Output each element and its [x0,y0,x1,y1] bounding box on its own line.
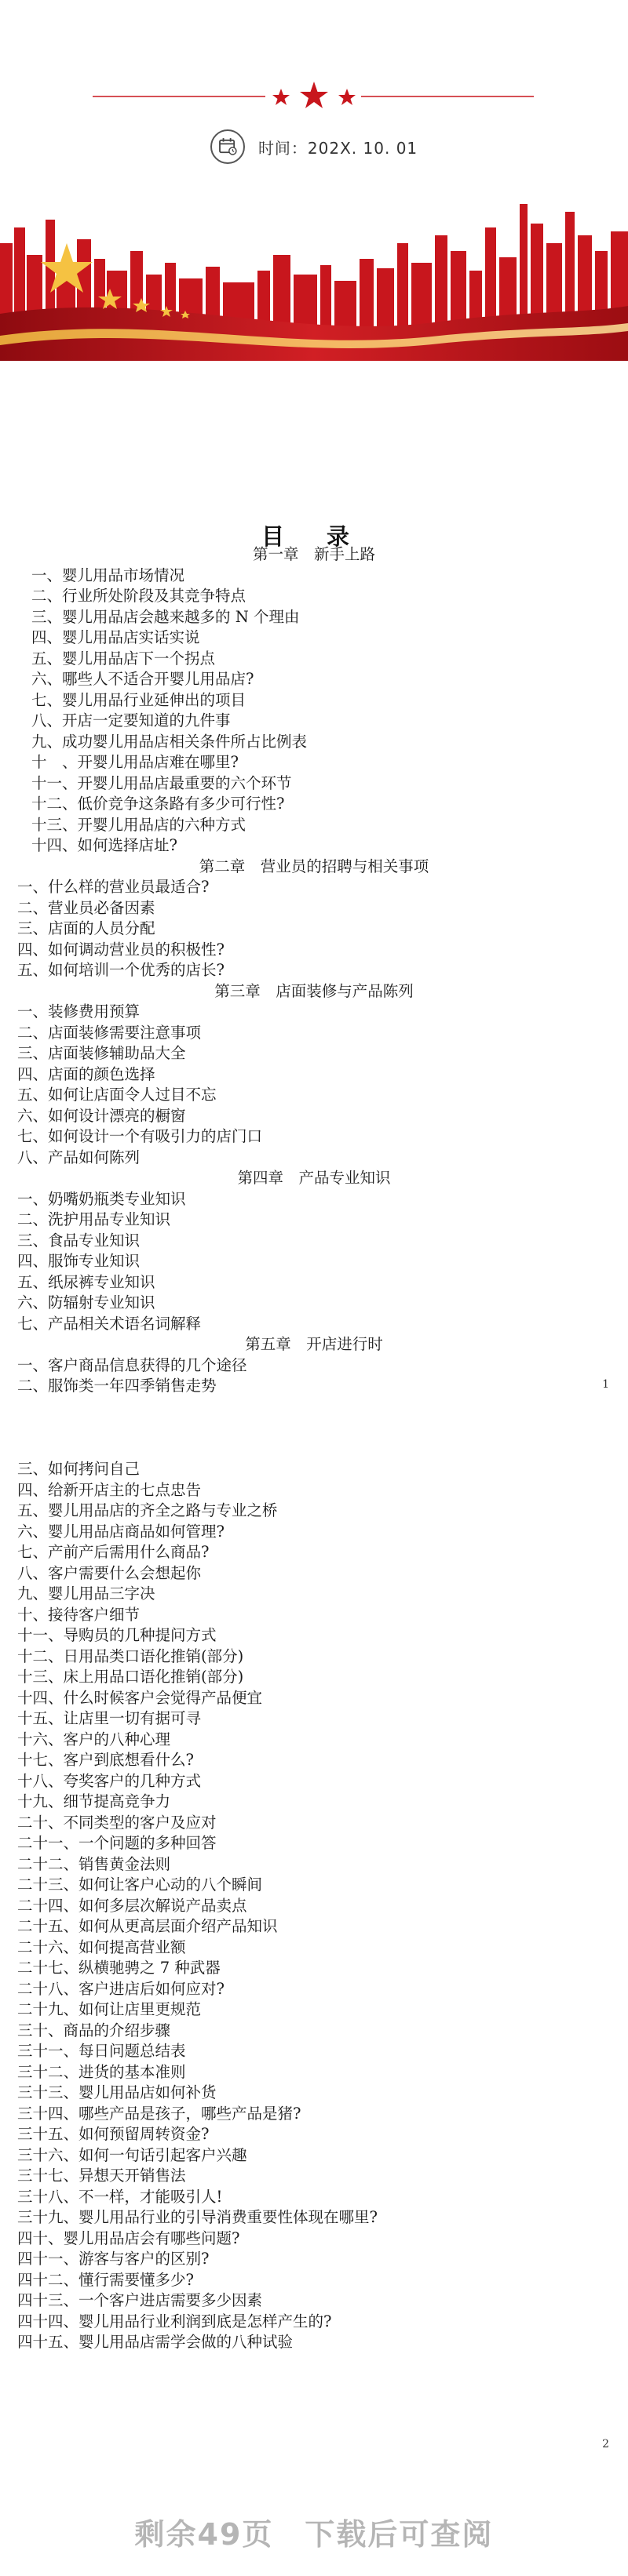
small-star-icon [338,89,356,105]
toc-entry[interactable]: 十一、开婴儿用品店最重要的六个环节 [31,773,292,792]
toc-entry[interactable]: 六、如何设计漂亮的橱窗 [17,1106,186,1125]
toc-entry[interactable]: 三十四、哪些产品是孩子，哪些产品是猪? [17,2104,301,2123]
toc-entry[interactable]: 三十二、进货的基本准则 [17,2062,186,2081]
toc-entry[interactable]: 十四、如何选择店址? [31,836,177,854]
star-divider [0,71,628,118]
toc-title: 目 录 [261,523,367,550]
page-number: 1 [602,1378,609,1391]
toc-entry[interactable]: 十二、日用品类口语化推销(部分) [17,1646,244,1665]
toc-entry[interactable]: 四、给新开店主的七点忠告 [17,1480,202,1499]
toc-entry[interactable]: 五、如何让店面令人过目不忘 [17,1086,217,1104]
small-star-icon [272,89,290,105]
cover-section [0,0,628,361]
toc-entry[interactable]: 三十、商品的介绍步骤 [17,2021,171,2039]
toc-entry[interactable]: 五、婴儿用品店的齐全之路与专业之桥 [17,1501,278,1519]
date-text: 时间：202X. 10. 01 [257,138,418,158]
toc-entry[interactable]: 四十三、一个客户进店需要多少因素 [17,2291,263,2309]
toc-entry[interactable]: 三十一、每日问题总结表 [17,2042,186,2060]
toc-entry[interactable]: 二十四、如何多层次解说产品卖点 [17,1896,247,1915]
chapter-heading[interactable]: 第五章 开店进行时 [245,1335,383,1353]
toc-entry[interactable]: 二、洗护用品专业知识 [17,1210,171,1228]
remaining-pages-text: 剩余49页 下载后可查阅 [134,2517,494,2552]
toc-entry[interactable]: 二、行业所处阶段及其竞争特点 [31,587,246,605]
toc-entry[interactable]: 十五、让店里一切有据可寻 [17,1709,202,1727]
page-number: 2 [602,2438,609,2450]
toc-entry[interactable]: 四、店面的颜色选择 [17,1064,155,1083]
toc-entry[interactable]: 十三、床上用品口语化推销(部分) [17,1668,244,1686]
toc-entry[interactable]: 三十六、如何一句话引起客户兴趣 [17,2145,247,2164]
toc-entry[interactable]: 四十一、游客与客户的区别? [17,2250,210,2268]
toc-entry[interactable]: 七、产前产后需用什么商品? [17,1543,210,1561]
toc-entry[interactable]: 二、服饰类一年四季销售走势 [17,1377,217,1395]
chapter-heading[interactable]: 第四章 产品专业知识 [237,1169,391,1187]
toc-entry[interactable]: 十 、开婴儿用品店难在哪里? [31,753,239,771]
toc-entry[interactable]: 七、如何设计一个有吸引力的店门口 [17,1127,263,1145]
toc-entry[interactable]: 三、如何拷问自己 [17,1460,141,1478]
toc-entry[interactable]: 四十、婴儿用品店会有哪些问题? [17,2229,240,2247]
toc-entry[interactable]: 五、如何培训一个优秀的店长? [17,961,225,979]
toc-entry[interactable]: 三、食品专业知识 [17,1231,141,1250]
toc-entry[interactable]: 九、成功婴儿用品店相关条件所占比例表 [31,732,308,751]
toc-entry[interactable]: 一、什么样的营业员最适合? [17,878,210,896]
toc-entry[interactable]: 一、客户商品信息获得的几个途径 [17,1355,247,1374]
toc-entry[interactable]: 四十二、懂行需要懂多少? [17,2270,194,2289]
toc-entry[interactable]: 二十一、一个问题的多种回答 [17,1834,217,1852]
toc-entry[interactable]: 二十、不同类型的客户及应对 [17,1813,217,1832]
toc-entry[interactable]: 一、婴儿用品市场情况 [31,566,185,584]
toc-entry[interactable]: 九、婴儿用品三字决 [17,1585,155,1603]
toc-entry[interactable]: 二十二、销售黄金法则 [17,1854,171,1873]
toc-entry[interactable]: 二十七、纵横驰骋之 7 种武器 [17,1959,221,1977]
toc-entry[interactable]: 六、婴儿用品店商品如何管理? [17,1522,225,1541]
chapter-heading[interactable]: 第三章 店面装修与产品陈列 [214,981,414,1000]
toc-entry[interactable]: 四十四、婴儿用品行业利润到底是怎样产生的? [17,2312,332,2330]
toc-entry[interactable]: 三、店面装修辅助品大全 [17,1044,186,1062]
calendar-icon [210,129,245,164]
toc-entry[interactable]: 十七、客户到底想看什么? [17,1751,194,1769]
toc-entry[interactable]: 十、接待客户细节 [17,1605,141,1624]
toc-entry[interactable]: 八、开店一定要知道的九件事 [31,711,231,730]
toc-entry[interactable]: 六、哪些人不适合开婴儿用品店? [31,670,254,688]
toc-entry[interactable]: 八、客户需要什么会想起你 [17,1563,202,1582]
toc-entry[interactable]: 七、婴儿用品行业延伸出的项目 [31,690,246,709]
toc-entry[interactable]: 二、店面装修需要注意事项 [17,1023,202,1042]
date-row [0,129,628,164]
toc-entry[interactable]: 一、奶嘴奶瓶类专业知识 [17,1189,186,1208]
toc-entry[interactable]: 三十三、婴儿用品店如何补货 [17,2083,217,2101]
toc-entry[interactable]: 二十六、如何提高营业额 [17,1937,186,1956]
city-skyline-banner [0,196,628,361]
toc-entry[interactable]: 六、防辐射专业知识 [17,1293,155,1312]
toc-entry[interactable]: 十九、细节提高竞争力 [17,1792,171,1810]
toc-entry[interactable]: 五、婴儿用品店下一个拐点 [31,649,216,668]
toc-entry[interactable]: 三、店面的人员分配 [17,919,155,937]
toc-entry[interactable]: 四十五、婴儿用品店需学会做的八种试验 [17,2333,294,2351]
toc-entry[interactable]: 二十五、如何从更高层面介绍产品知识 [17,1917,278,1935]
toc-entry[interactable]: 八、产品如何陈列 [17,1148,141,1166]
large-star-icon [300,82,328,108]
toc-entry[interactable]: 二、营业员必备因素 [17,898,155,917]
toc-entry[interactable]: 二十八、客户进店后如何应对? [17,1979,225,1998]
toc-entry[interactable]: 十一、导购员的几种提问方式 [17,1626,217,1644]
toc-entry[interactable]: 三十八、不一样，才能吸引人! [17,2187,223,2206]
toc-entry[interactable]: 十六、客户的八种心理 [17,1730,171,1748]
toc-entry[interactable]: 十二、低价竞争这条路有多少可行性? [31,795,285,813]
toc-entry[interactable]: 二十九、如何让店里更规范 [17,2000,202,2018]
toc-entry[interactable]: 二十三、如何让客户心动的八个瞬间 [17,1876,263,1894]
toc-entry[interactable]: 五、纸尿裤专业知识 [17,1272,155,1291]
toc-entry[interactable]: 四、如何调动营业员的积极性? [17,940,225,959]
toc-entry[interactable]: 三十七、异想天开销售法 [17,2167,186,2185]
download-banner[interactable] [0,2487,628,2576]
chapter-heading[interactable]: 第一章 新手上路 [252,545,375,563]
toc-entry[interactable]: 三、婴儿用品店会越来越多的 N 个理由 [31,607,300,626]
toc-entry[interactable]: 十四、什么时候客户会觉得产品便宜 [17,1688,263,1707]
toc-entry[interactable]: 三十五、如何预留周转资金? [17,2125,210,2143]
toc-entry[interactable]: 七、产品相关术语名词解释 [17,1314,202,1333]
toc-entry[interactable]: 十八、夸奖客户的几种方式 [17,1771,202,1790]
toc-entry[interactable]: 三十九、婴儿用品行业的引导消费重要性体现在哪里? [17,2208,378,2226]
toc-entry[interactable]: 一、装修费用预算 [17,1002,141,1021]
chapter-heading[interactable]: 第二章 营业员的招聘与相关事项 [199,857,429,875]
toc-entry[interactable]: 四、婴儿用品店实话实说 [31,628,200,646]
toc-entry[interactable]: 十三、开婴儿用品店的六种方式 [31,815,246,834]
toc-entry[interactable]: 四、服饰专业知识 [17,1252,141,1270]
